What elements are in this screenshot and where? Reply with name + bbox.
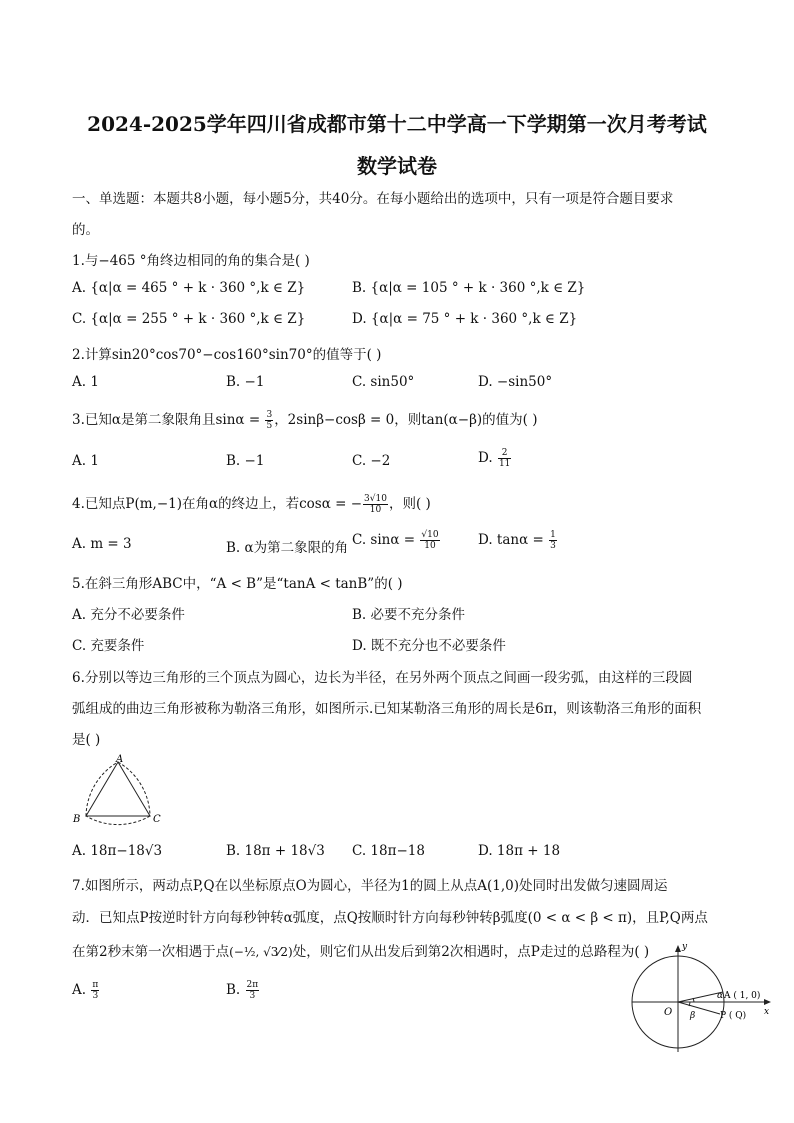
q1-option-c: C. {α|α = 255 ° + k · 360 °,k ∈ Z} [72, 311, 306, 327]
question-7-line3: 在第2秒末第一次相遇于点(−½, √3⁄2)处，则它们从出发后到第2次相遇时，点P走过的总路程为( ) [72, 944, 650, 960]
fig-label-pq: P ( Q) [720, 1011, 747, 1021]
fig-label-alpha: α [717, 991, 724, 1001]
question-6-line1: 6.分别以等边三角形的三个顶点为圆心，边长为半径，在另外两个顶点之间画一段劣弧，由这样的三段圆 [72, 670, 693, 686]
question-2-stem: 2.计算sin20°cos70°−cos160°sin70°的值等于( ) [72, 347, 382, 363]
reuleaux-triangle-figure [70, 754, 170, 826]
fig-label-b: B [73, 814, 81, 825]
q6-option-b: B. 18π + 18√3 [226, 843, 325, 859]
q3-frac: $\frac{3}{5}$ [266, 410, 273, 431]
q1-option-b: B. {α|α = 105 ° + k · 360 °,k ∈ Z} [352, 280, 586, 296]
question-4-stem: 4.已知点P(m,−1)在角α的终边上，若cosα = − $\frac{3√10}{10}$ ，则( ) [72, 494, 431, 515]
q3-option-c: C. −2 [352, 453, 391, 469]
fig-axis-x: x [764, 1007, 770, 1017]
question-6-line2: 弧组成的曲边三角形被称为勒洛三角形，如图所示.已知某勒洛三角形的周长是6π，则该勒洛三角形的面积 [72, 701, 702, 717]
q1-option-a: A. {α|α = 465 ° + k · 360 °,k ∈ Z} [72, 280, 306, 296]
question-7-line2: 动．已知点P按逆时针方向每秒钟转α弧度，点Q按顺时针方向每秒钟转β弧度(0 < α < β < π)，且P,Q两点 [72, 910, 708, 926]
q5-option-d: D. 既不充分也不必要条件 [352, 638, 506, 654]
section-header-cont: 的。 [72, 222, 99, 238]
question-7-line1: 7.如图所示，两动点P,Q在以坐标原点O为圆心，半径为1的圆上从点A(1,0)处同时出发做匀速圆周运 [72, 878, 668, 894]
fig-label-a-point: A ( 1, 0) [724, 991, 761, 1001]
q7-option-b: B. $\frac{2\pi}{3}$ [226, 980, 259, 1001]
fig-axis-y: y [682, 942, 688, 952]
question-5-stem: 5.在斜三角形ABC中，“A < B”是“tanA < tanB”的( ) [72, 576, 403, 592]
q5-option-a: A. 充分不必要条件 [72, 607, 185, 623]
fig-label-c: C [153, 814, 161, 825]
question-6-line3: 是( ) [72, 732, 101, 748]
q2-option-a: A. 1 [72, 374, 99, 390]
q5-option-b: B. 必要不充分条件 [352, 607, 466, 623]
q2-option-d: D. −sin50° [478, 374, 553, 390]
q4-option-a: A. m = 3 [72, 536, 132, 552]
q2-option-b: B. −1 [226, 374, 265, 390]
q2-option-c: C. sin50° [352, 374, 415, 390]
question-1-stem: 1.与−465 °角终边相同的角的集合是( ) [72, 253, 310, 269]
q3-option-a: A. 1 [72, 453, 99, 469]
q6-option-c: C. 18π−18 [352, 843, 425, 859]
q4-option-d: D. tanα = $\frac{1}{3}$ [478, 530, 556, 551]
q4-option-b: B. α为第二象限的角 [226, 540, 349, 556]
q3-option-d: D. $\frac{2}{11}$ [478, 448, 511, 469]
meeting-point: (−½, √3⁄2) [229, 945, 293, 959]
fig-label-beta: β [690, 1011, 696, 1021]
q7-option-a: A. $\frac{\pi}{3}$ [72, 980, 99, 1001]
q5-option-c: C. 充要条件 [72, 638, 145, 654]
q6-option-d: D. 18π + 18 [478, 843, 561, 859]
section-header: 一、单选题：本题共8小题，每小题5分，共40分。在每小题给出的选项中，只有一项是符合题目要求 [72, 191, 674, 207]
unit-circle-figure [628, 940, 778, 1055]
q4-option-c: C. sinα = $\frac{√10}{10}$ [352, 530, 439, 551]
exam-title-line2: 数学试卷 [357, 154, 437, 178]
q1-option-d: D. {α|α = 75 ° + k · 360 °,k ∈ Z} [352, 311, 578, 327]
q3-option-b: B. −1 [226, 453, 265, 469]
fig-label-a: A [116, 754, 124, 765]
fig-origin-o: O [664, 1007, 673, 1018]
q6-option-a: A. 18π−18√3 [72, 843, 163, 859]
exam-title-line1: 2024-2025学年四川省成都市第十二中学高一下学期第一次月考考试 [87, 112, 707, 136]
question-3-stem: 3.已知α是第二象限角且sinα = $\frac{3}{5}$ ，2sinβ−cosβ = 0，则tan(α−β)的值为( ) [72, 410, 538, 431]
